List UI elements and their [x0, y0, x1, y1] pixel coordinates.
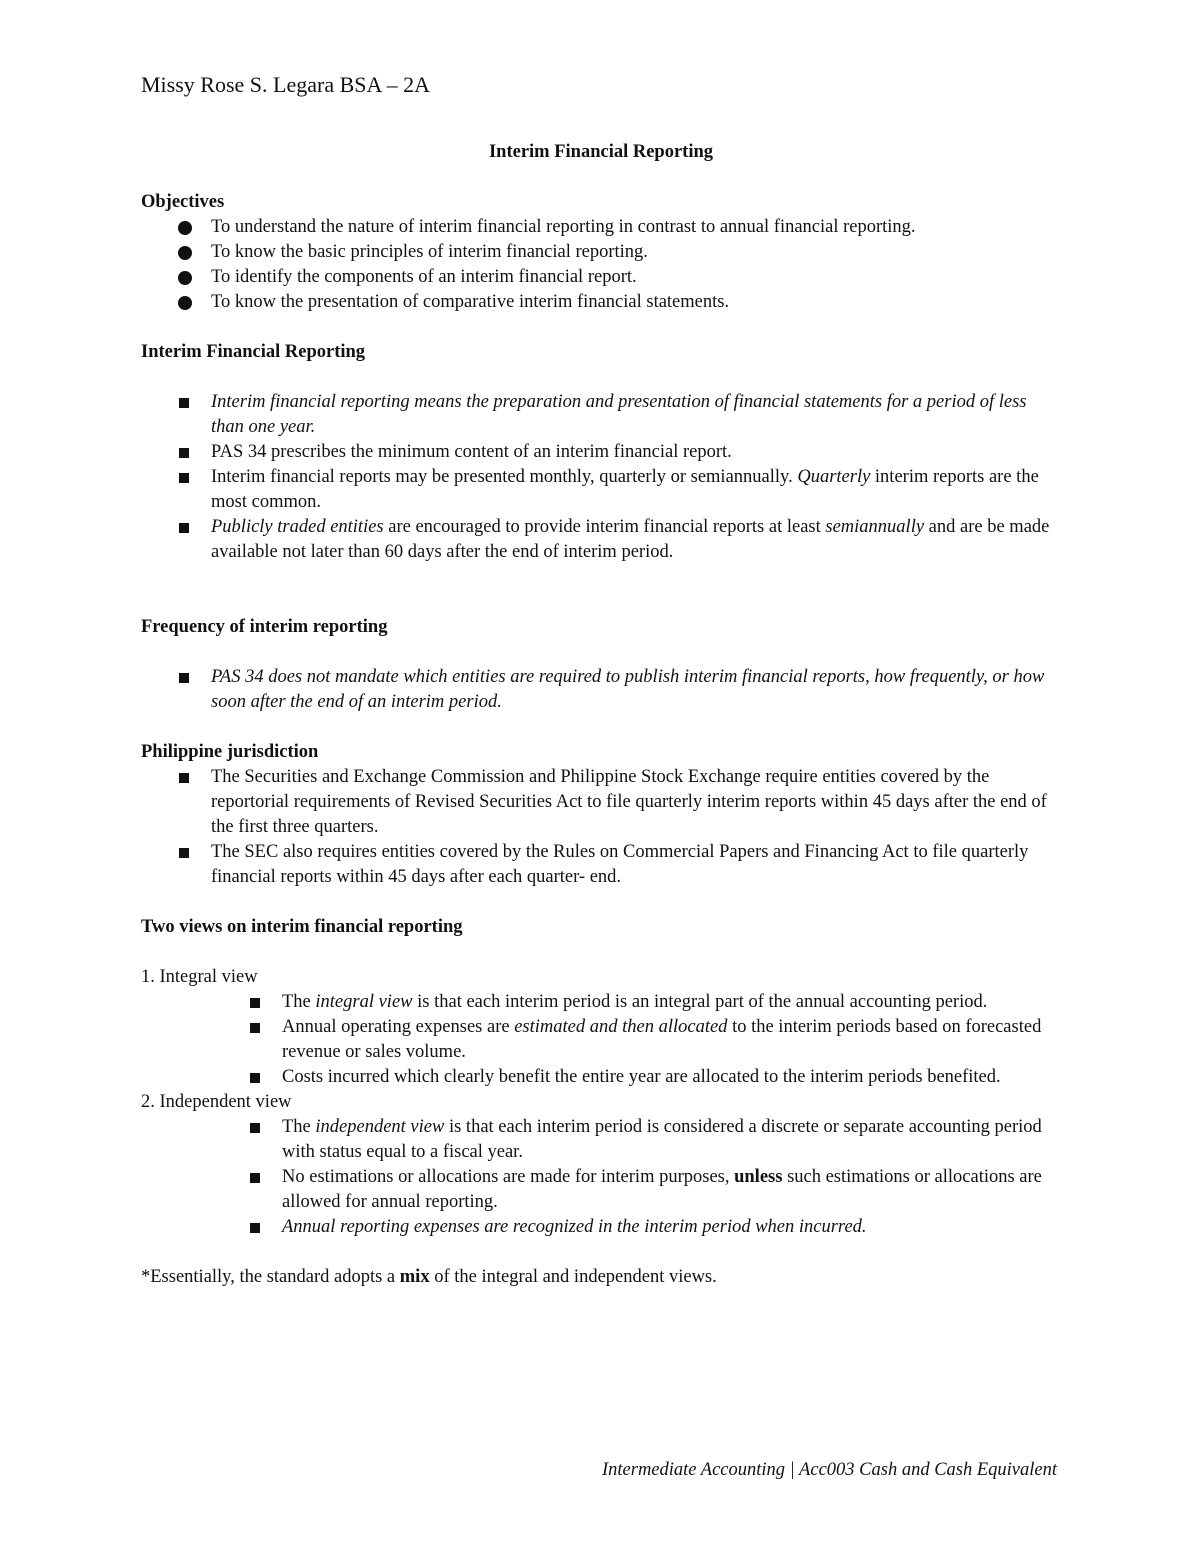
integral-text: is that each interim period is an integral part of the annual accounting period.	[417, 992, 988, 1012]
objective-item: To know the basic principles of interim financial reporting.	[141, 240, 1061, 265]
independent-text: No estimations or allocations are made for interim purposes,	[282, 1167, 730, 1187]
ifr-item	[141, 465, 1061, 515]
ifr-item	[141, 390, 1061, 440]
independent-text: Annual reporting expenses are recognized in the interim period when incurred.	[282, 1217, 867, 1237]
ifr-heading: Interim Financial Reporting	[141, 342, 366, 362]
ifr-item-emphasis: semiannually	[825, 517, 925, 537]
ifr-item-text: interim reports are the most common.	[211, 467, 1039, 512]
document-title: Interim Financial Reporting	[488, 142, 714, 162]
views-heading: Two views on interim financial reporting	[141, 917, 463, 937]
author-line: Missy Rose S. Legara BSA – 2A	[141, 72, 431, 97]
integral-emphasis: integral view	[315, 992, 413, 1012]
ifr-item-text: and are be made available not later than 60 days after the end of interim period.	[211, 517, 1050, 562]
independent-view-item	[141, 1115, 1061, 1165]
objective-item: To understand the nature of interim financial reporting in contrast to annual financial reporting.	[141, 215, 1061, 240]
ifr-item	[141, 515, 1061, 565]
objective-item: To identify the components of an interim financial report.	[141, 265, 1061, 290]
objectives-heading: Objectives	[141, 192, 225, 212]
frequency-list	[141, 665, 1061, 715]
ifr-item-text: are encouraged to provide interim financial reports at least	[388, 517, 821, 537]
independent-view-list	[141, 1115, 1061, 1240]
integral-text: The	[282, 992, 311, 1012]
integral-emphasis: estimated and then allocated	[514, 1017, 728, 1037]
integral-text: to the interim periods based on forecasted revenue or sales volume.	[282, 1017, 1042, 1062]
integral-view-list	[141, 990, 1061, 1090]
note-text: *Essentially, the standard adopts a	[141, 1267, 396, 1287]
note-text: of the integral and independent views.	[434, 1267, 717, 1287]
ifr-item-text: Interim financial reporting means the preparation and presentation of financial statements for a period of less than one year.	[211, 392, 1027, 437]
integral-view-label: 1. Integral view	[141, 967, 258, 987]
ifr-item: PAS 34 prescribes the minimum content of an interim financial report.	[141, 440, 1061, 465]
independent-view-item	[141, 1215, 1061, 1240]
ifr-list	[141, 390, 1061, 565]
philippine-item: The Securities and Exchange Commission and Philippine Stock Exchange require entities covered by the reportorial requirements of Revised Securities Act to file quarterly interim reports within 45 days after the end of the first three quarters.	[141, 765, 1061, 840]
page-footer: Intermediate Accounting | Acc003 Cash and Cash Equivalent	[601, 1460, 1057, 1480]
note-bold: mix	[399, 1267, 430, 1287]
document-body	[141, 140, 1061, 1290]
integral-view-item	[141, 990, 1061, 1015]
closing-note	[141, 1265, 1061, 1290]
objective-item: To know the presentation of comparative interim financial statements.	[141, 290, 1061, 315]
frequency-item	[141, 665, 1061, 715]
independent-text: is that each interim period is considered a discrete or separate accounting period with status equal to a fiscal year.	[282, 1117, 1042, 1162]
integral-view-item: Costs incurred which clearly benefit the entire year are allocated to the interim periods benefited.	[141, 1065, 1061, 1090]
integral-view-item	[141, 1015, 1061, 1065]
frequency-heading: Frequency of interim reporting	[141, 617, 388, 637]
ifr-item-emphasis: Quarterly	[797, 467, 871, 487]
ifr-item-emphasis: Publicly traded entities	[211, 517, 384, 537]
philippine-list	[141, 765, 1061, 890]
ifr-item-text: Interim financial reports may be presented monthly, quarterly or semiannually.	[211, 467, 793, 487]
philippine-item: The SEC also requires entities covered by the Rules on Commercial Papers and Financing Act to file quarterly financial reports within 45 days after each quarter- end.	[141, 840, 1061, 890]
independent-view-label: 2. Independent view	[141, 1092, 292, 1112]
independent-bold: unless	[734, 1167, 783, 1187]
objectives-list	[141, 215, 1061, 315]
independent-text: such estimations or allocations are allowed for annual reporting.	[282, 1167, 1042, 1212]
independent-view-item	[141, 1165, 1061, 1215]
frequency-item-text: PAS 34 does not mandate which entities are required to publish interim financial reports, how frequently, or how soon after the end of an interim period.	[211, 667, 1045, 712]
integral-text: Annual operating expenses are	[282, 1017, 510, 1037]
philippine-heading: Philippine jurisdiction	[141, 742, 319, 762]
independent-emphasis: independent view	[315, 1117, 445, 1137]
independent-text: The	[282, 1117, 311, 1137]
